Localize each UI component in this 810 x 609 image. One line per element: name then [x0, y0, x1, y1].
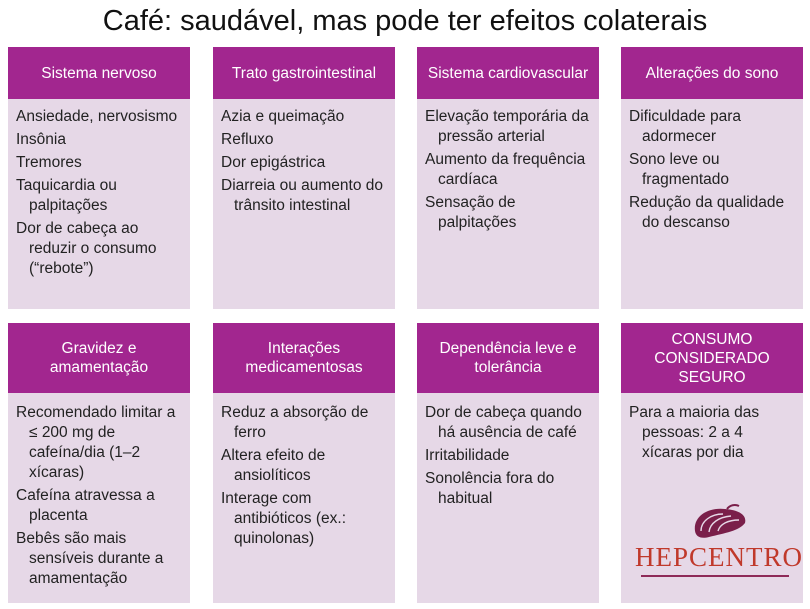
- card-heading: Sistema cardiovascular: [417, 47, 599, 99]
- list-item: Sensação de palpitações: [425, 194, 517, 231]
- list-item: Azia e queimação: [221, 108, 345, 125]
- card-list: [417, 99, 599, 233]
- card-sistema-nervoso: [8, 47, 190, 309]
- list-item: Dor epigástrica: [221, 154, 326, 171]
- list-item: Altera efeito de ansiolíticos: [221, 447, 326, 484]
- card-dependencia-e-tolerancia: [417, 323, 599, 603]
- card-list: [417, 393, 599, 509]
- list-item: Ansiedade, nervosismo: [16, 108, 178, 125]
- card-list: [213, 393, 395, 549]
- list-item: Aumento da frequência cardíaca: [425, 151, 586, 188]
- list-item: Recomendado limitar a ≤ 200 mg de cafeína/dia (1–2 xícaras): [16, 404, 176, 481]
- card-heading: Sistema nervoso: [8, 47, 190, 99]
- card-list: [213, 99, 395, 216]
- card-list: [621, 393, 803, 463]
- list-item: Dificuldade para adormecer: [629, 108, 742, 145]
- liver-icon: [635, 501, 795, 545]
- list-item: Taquicardia ou palpitações: [16, 177, 117, 214]
- list-item: Para a maioria das pessoas: 2 a 4 xícaras por dia: [629, 404, 760, 461]
- card-heading: Alterações do sono: [621, 47, 803, 99]
- card-list: [8, 393, 190, 589]
- hepcentro-logo: [635, 501, 804, 581]
- card-heading: Gravidez e amamentação: [8, 323, 190, 393]
- list-item: Interage com antibióticos (ex.: quinolonas): [221, 490, 346, 547]
- list-item: Sono leve ou fragmentado: [629, 151, 730, 188]
- card-heading: CONSUMO CONSIDERADO SEGURO: [621, 323, 803, 393]
- card-interacoes-medicamentosas: [213, 323, 395, 603]
- list-item: Refluxo: [221, 131, 274, 148]
- card-heading: Dependência leve e tolerância: [417, 323, 599, 393]
- logo-underline: [641, 575, 789, 577]
- list-item: Bebês são mais sensíveis durante a amamentação: [16, 530, 164, 587]
- card-trato-gastrointestinal: [213, 47, 395, 309]
- card-heading: Interações medicamentosas: [213, 323, 395, 393]
- list-item: Reduz a absorção de ferro: [221, 404, 369, 441]
- card-gravidez-e-amamentacao: [8, 323, 190, 603]
- card-consumo-seguro: [621, 323, 803, 603]
- list-item: Dor de cabeça ao reduzir o consumo (“rebote”): [16, 220, 157, 277]
- card-list: [8, 99, 190, 279]
- list-item: Dor de cabeça quando há ausência de café: [425, 404, 582, 441]
- list-item: Sonolência fora do habitual: [425, 470, 555, 507]
- card-list: [621, 99, 803, 233]
- card-heading: Trato gastrointestinal: [213, 47, 395, 99]
- card-alteracoes-do-sono: [621, 47, 803, 309]
- list-item: Elevação temporária da pressão arterial: [425, 108, 589, 145]
- list-item: Diarreia ou aumento do trânsito intestinal: [221, 177, 383, 214]
- list-item: Redução da qualidade do descanso: [629, 194, 785, 231]
- hepcentro-logo-text: HEPCENTRO: [635, 542, 804, 572]
- card-sistema-cardiovascular: [417, 47, 599, 309]
- list-item: Cafeína atravessa a placenta: [16, 487, 155, 524]
- list-item: Insônia: [16, 131, 66, 148]
- page-title: Café: saudável, mas pode ter efeitos colaterais: [102, 5, 708, 37]
- list-item: Tremores: [16, 154, 82, 171]
- list-item: Irritabilidade: [425, 447, 510, 464]
